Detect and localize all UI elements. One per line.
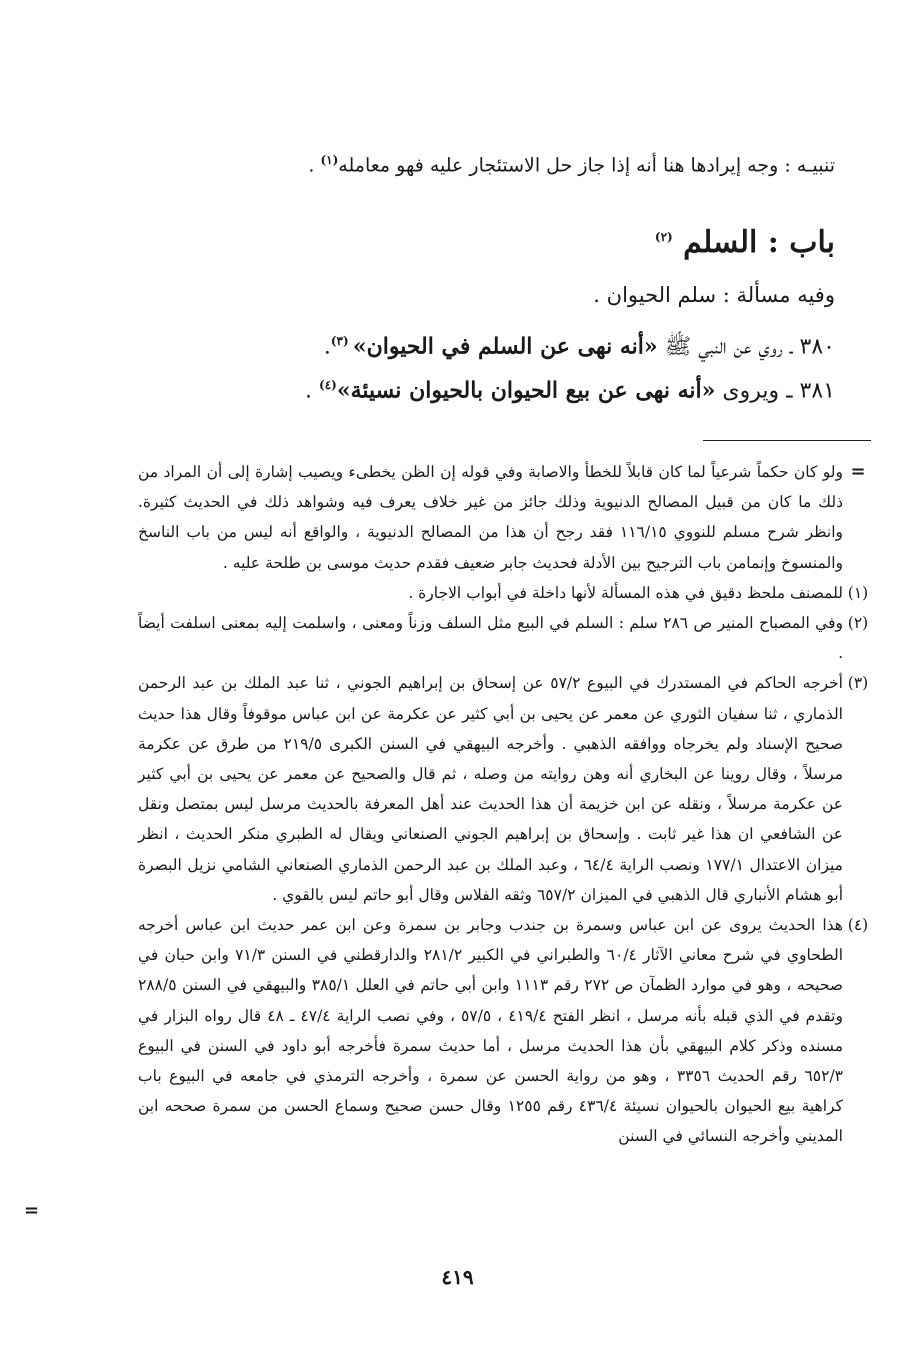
footnote-3 [138, 668, 873, 910]
masala-line: وفيه مسألة : سلم الحيوان . [593, 283, 835, 307]
hadith-footnote-ref[interactable]: (٣) [330, 334, 353, 348]
hadith-381 [200, 364, 835, 412]
hadith-prefix: ـ روي عن النبي ﷺ [657, 334, 800, 360]
footnote-text: أخرجه الحاكم في المستدرك في البيوع ٥٧/٢ عن إسحاق بن إبراهيم الجوني ، ثنا عبد الملك بن عبد الرحمن الذماري ، ثنا سفيان الثوري عن معمر عن يحيى بن أبي كثير عن عكرمة عن ابن عباس موقوفاً وقال هذا حديث صحيح الإسناد ولم يخرجاه ووافقه الذهبي . وأخرجه البيهقي في السنن الكبرى ٢١٩/٥ من طرق عن عكرمة مرسلاً ، وقال روينا عن البخاري أنه وهن روايته من وصله ، ثم قال والصحيح عن معمر عن يحيى بن أبي كثير عن عكرمة مرسلاً ، ونقله عن ابن خزيمة أن هذا الحديث عند أهل المعرفة بالحديث مرسل ليس بمتصل ونقل عن الشافعي ان هذا غير ثابت . وإسحاق بن إبراهيم الجوني الصنعاني ويقال له الطبري منكر الحديث ، انظر ميزان الاعتدال ١٧٧/١ ونصب الراية ٦٤/٤ ، وعبد الملك بن عبد الرحمن الذماري الصنعاني الشامي نزيل البصرة أبو هشام الأنباري قال الذهبي في الميزان ٦٥٧/٢ وثقه الفلاس وقال أبو حاتم ليس بالقوي . [138, 674, 843, 904]
chapter-heading [300, 212, 835, 268]
continuation-marker: = [850, 461, 866, 482]
tanbih-footnote-ref[interactable]: (١) [320, 153, 339, 167]
footnote-continued [138, 457, 873, 578]
tanbih-note [150, 142, 835, 183]
continuation-marker-end: = [24, 1200, 40, 1221]
hadith-number: ٣٨٠ [799, 334, 835, 360]
footnote-marker: (١) [847, 583, 869, 602]
hadith-prefix: ـ ويروى [715, 378, 800, 404]
footnote-marker: (٢) [847, 614, 869, 633]
footnote-text: هذا الحديث يروى عن ابن عباس وسمرة بن جندب وجابر بن سمرة وعن ابن عمر حديث ابن عباس أخرجه الطحاوي في شرح معاني الآثار ٦٠/٤ والطبراني في الكبير ٢٨١/٢ والدارقطني في السنن ٧١/٣ وابن حبان في صحيحه ، وهو في موارد الظمآن ص ٢٧٢ رقم ١١١٣ وابن أبي حاتم في العلل ٣٨٥/١ والبيهقي في السنن ٢٨٨/٥ وتقدم في الذي قبله بأنه مرسل ، انظر الفتح ٤١٩/٤ ، ٥٧/٥ ، وفي نصب الراية ٤٧/٤ ـ ٤٨ قال رواه البزار في مسنده وذكر كلام البيهقي بأن هذا الحديث مرسل ، أما حديث سمرة فأخرجه أبو داود في السنن في البيوع ٦٥٢/٣ رقم الحديث ٣٣٥٦ ، وهو من رواية الحسن عن سمرة ، وأخرجه الترمذي في جامعه في البيوع باب كراهية بيع الحيوان بالحيوان نسيئة ٤٣٦/٤ رقم ١٢٥٥ وقال حسن صحيح وسماع الحسن من سمرة صححه ابن المديني وأخرجه النسائي في السنن [138, 916, 843, 1146]
footnote-text: للمصنف ملحظ دقيق في هذه المسألة لأنها داخلة في أبواب الاجارة . [408, 583, 843, 602]
tanbih-end: . [308, 154, 321, 177]
footnote-text: وفي المصباح المنير ص ٢٨٦ سلم : السلم في البيع مثل السلف وزناً ومعنى ، واسلمت إليه بمعنى اسلفت أيضاً . [138, 614, 843, 663]
tanbih-text: تنبيـه : وجه إيرادها هنا أنه إذا جاز حل الاستئجار عليه فهو معامله [338, 154, 835, 177]
footnote-marker: (٣) [847, 674, 869, 693]
chapter-footnote-ref[interactable]: (٢) [654, 230, 673, 244]
hadith-number: ٣٨١ [799, 378, 835, 404]
hadith-end: . [323, 334, 331, 360]
footnotes [138, 457, 873, 1152]
hadith-text: «أنه نهى عن بيع الحيوان بالحيوان نسيئة» [336, 377, 716, 404]
hadith-end: . [305, 378, 320, 404]
footnote-text: ولو كان حكماً شرعياً لما كان قابلاً للخطأ والاصابة وفي قوله إن الظن يخطىء ويصيب إشارة إلى أن المراد من ذلك ما كان من قبيل المصالح الدنيوية وذلك جائز من غير خلاف يعرف فيه وشواهد ذلك في الحديث كثيرة. وانظر شرح مسلم للنووي ١١٦/١٥ فقد رجح أن هذا من المصالح الدنيوية ، والواقع أنه ليس من باب الناسخ والمنسوخ وإنمامن باب الترجيح بين الأدلة فحديث جابر ضعيف فقدم حديث موسى بن طلحة عليه . [138, 463, 844, 572]
footnote-4 [138, 910, 873, 1152]
footnote-marker: (٤) [847, 916, 869, 935]
footnote-2 [138, 608, 873, 668]
chapter-title: باب : السلم [683, 225, 835, 260]
page-number: ٤١٩ [441, 1265, 474, 1289]
hadith-text: «أنه نهى عن السلم في الحيوان» [352, 333, 658, 360]
footnote-separator [703, 440, 871, 441]
hadith-footnote-ref[interactable]: (٤) [319, 378, 337, 392]
hadith-380 [200, 320, 835, 368]
footnote-1 [138, 578, 873, 608]
